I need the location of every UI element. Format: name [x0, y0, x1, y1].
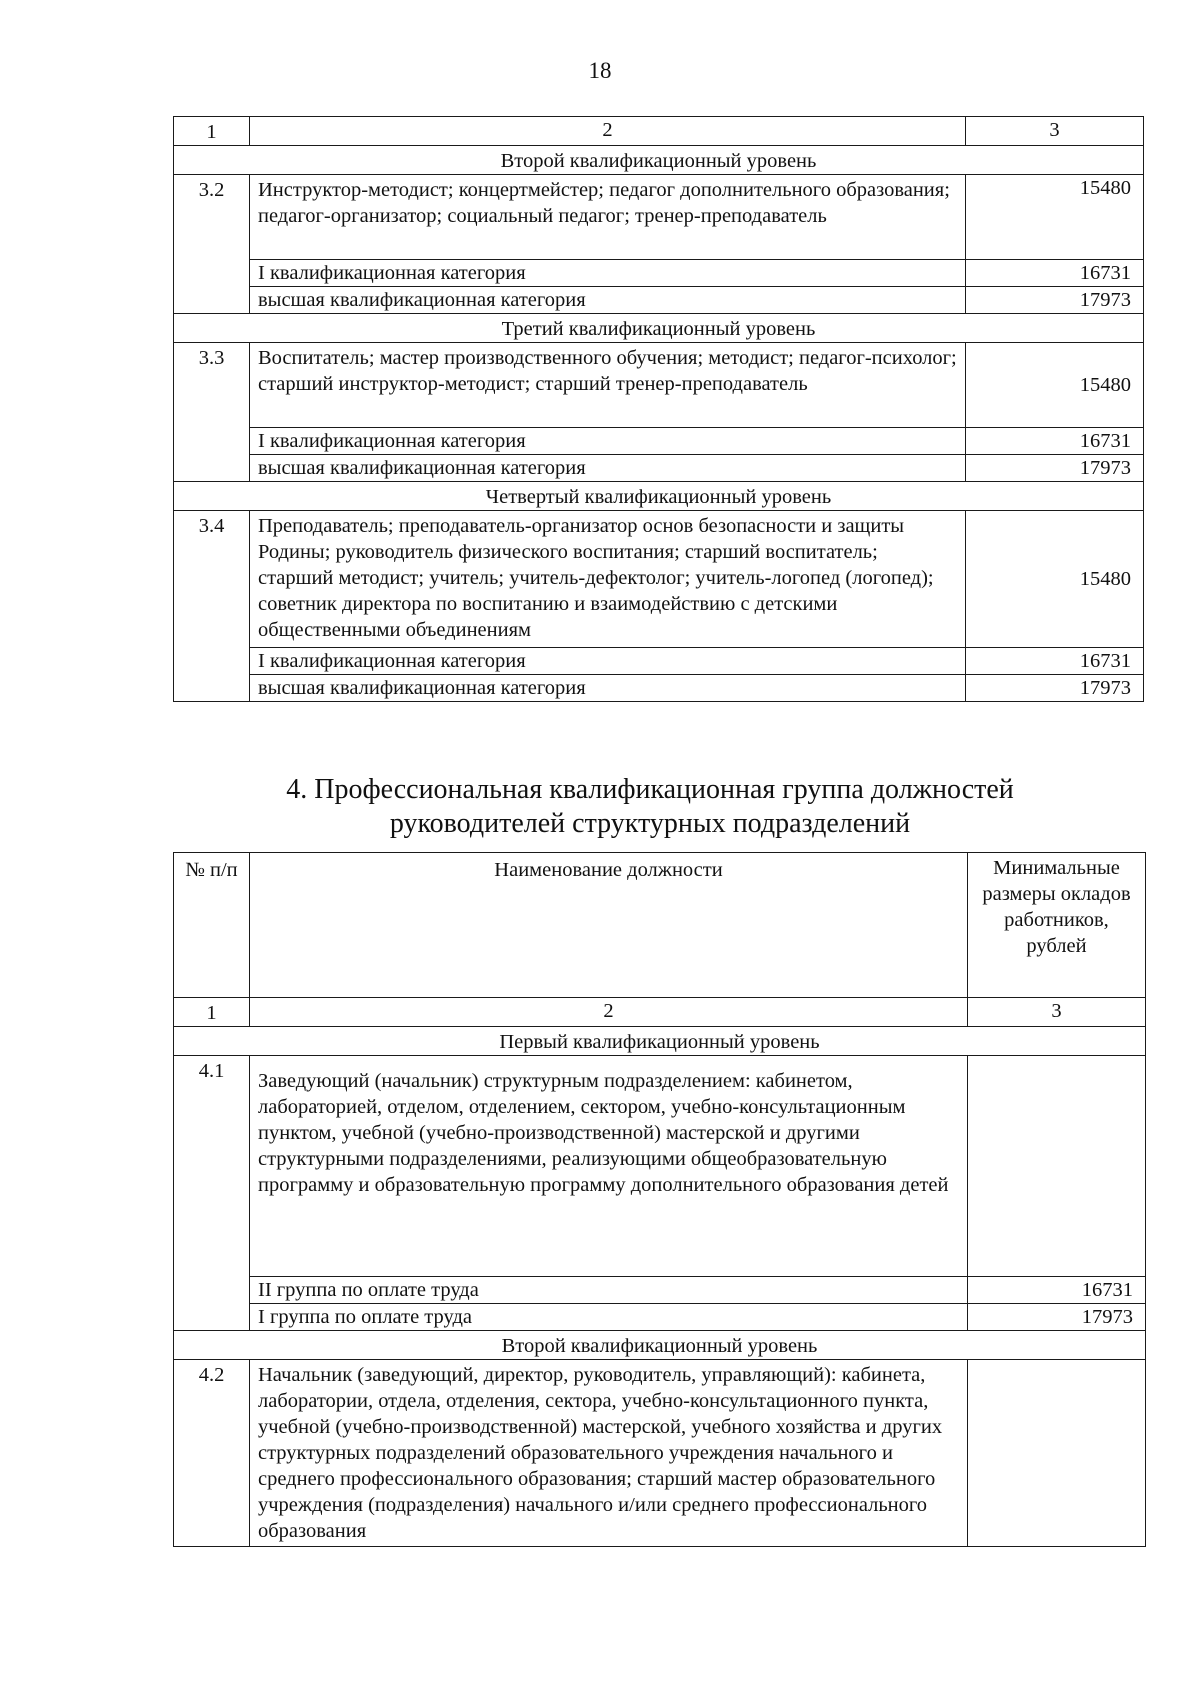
head-col-number: № п/п — [174, 853, 250, 998]
salary-value: 17973 — [968, 1304, 1146, 1331]
category-label: I квалификационная категория — [250, 260, 966, 287]
salary-table-group-3 — [173, 116, 1144, 702]
level-row — [174, 314, 1144, 343]
table-row — [174, 1277, 1146, 1304]
salary-value: 17973 — [966, 287, 1144, 314]
level-row — [174, 1331, 1146, 1360]
table-row — [174, 511, 1144, 648]
salary-table-group-4 — [173, 852, 1146, 1547]
salary-value-empty — [968, 1056, 1146, 1277]
level-title: Первый квалификационный уровень — [174, 1027, 1146, 1056]
head-col-position: Наименование должности — [250, 853, 968, 998]
table-header-row — [174, 117, 1144, 146]
salary-value: 15480 — [966, 175, 1144, 260]
position-description: Начальник (заведующий, директор, руководитель, управляющий): кабинета, лаборатории, отдела, отделения, сектора, учебно-консультационного пункта, учебной (учебно-производственной) мастерской, учебного хозяйства и других структурных подразделений образовательного учреждения начального и среднего профессионального образования; старший мастер образовательного учреждения (подразделения) начального и/или среднего профессионального образования — [250, 1360, 968, 1547]
salary-value: 15480 — [966, 511, 1144, 648]
page-number: 18 — [588, 58, 612, 83]
table-row — [174, 343, 1144, 428]
section-title-line-2: руководителей структурных подразделений — [389, 808, 911, 839]
table-row — [174, 1056, 1146, 1277]
level-row — [174, 1027, 1146, 1056]
level-row — [174, 482, 1144, 511]
header-col-2: 2 — [250, 117, 966, 146]
table-row — [174, 648, 1144, 675]
category-label: высшая квалификационная категория — [250, 675, 966, 702]
header-col-3: 3 — [966, 117, 1144, 146]
header-col-3: 3 — [968, 998, 1146, 1027]
level-title: Третий квалификационный уровень — [174, 314, 1144, 343]
table-row — [174, 175, 1144, 260]
table-row — [174, 287, 1144, 314]
row-number: 3.4 — [174, 511, 250, 702]
row-number: 3.3 — [174, 343, 250, 482]
section-4-title — [0, 773, 1200, 841]
level-title: Второй квалификационный уровень — [174, 1331, 1146, 1360]
header-col-1: 1 — [174, 998, 250, 1027]
level-row — [174, 146, 1144, 175]
table-row — [174, 1304, 1146, 1331]
salary-value: 16731 — [966, 260, 1144, 287]
position-description: Заведующий (начальник) структурным подразделением: кабинетом, лабораторией, отделом, отделением, сектором, учебно-консультационным пунктом, учебной (учебно-производственной) мастерской и другими структурными подразделениями, реализующими общеобразовательную программу и образовательную программу дополнительного образования детей — [250, 1056, 968, 1277]
category-label: I квалификационная категория — [250, 428, 966, 455]
table-row — [174, 455, 1144, 482]
salary-value: 17973 — [966, 455, 1144, 482]
table-row — [174, 428, 1144, 455]
row-number: 4.2 — [174, 1360, 250, 1547]
salary-value: 16731 — [966, 648, 1144, 675]
header-col-2: 2 — [250, 998, 968, 1027]
category-label: высшая квалификационная категория — [250, 287, 966, 314]
head-col-salary: Минимальные размеры окладов работников, рублей — [968, 853, 1146, 998]
position-description: Преподаватель; преподаватель-организатор основ безопасности и защиты Родины; руководитель физического воспитания; старший воспитатель; старший методист; учитель; учитель-дефектолог; учитель-логопед (логопед); советник директора по воспитанию и взаимодействию с детскими общественными объединениям — [250, 511, 966, 648]
table-head-row — [174, 853, 1146, 998]
salary-value: 17973 — [966, 675, 1144, 702]
position-description: Воспитатель; мастер производственного обучения; методист; педагог-психолог; старший инструктор-методист; старший тренер-преподаватель — [250, 343, 966, 428]
table-header-row — [174, 998, 1146, 1027]
table-row — [174, 1360, 1146, 1547]
level-title: Второй квалификационный уровень — [174, 146, 1144, 175]
level-title: Четвертый квалификационный уровень — [174, 482, 1144, 511]
row-number: 4.1 — [174, 1056, 250, 1331]
category-label: I квалификационная категория — [250, 648, 966, 675]
salary-value-empty — [968, 1360, 1146, 1547]
section-title-line-1: 4. Профессиональная квалификационная группа должностей — [286, 774, 1014, 805]
salary-value: 15480 — [966, 343, 1144, 428]
table-row — [174, 260, 1144, 287]
pay-group-label: II группа по оплате труда — [250, 1277, 968, 1304]
table-row — [174, 675, 1144, 702]
row-number: 3.2 — [174, 175, 250, 314]
category-label: высшая квалификационная категория — [250, 455, 966, 482]
salary-value: 16731 — [966, 428, 1144, 455]
header-col-1: 1 — [174, 117, 250, 146]
position-description: Инструктор-методист; концертмейстер; педагог дополнительного образования; педагог-организатор; социальный педагог; тренер-преподаватель — [250, 175, 966, 260]
salary-value: 16731 — [968, 1277, 1146, 1304]
pay-group-label: I группа по оплате труда — [250, 1304, 968, 1331]
